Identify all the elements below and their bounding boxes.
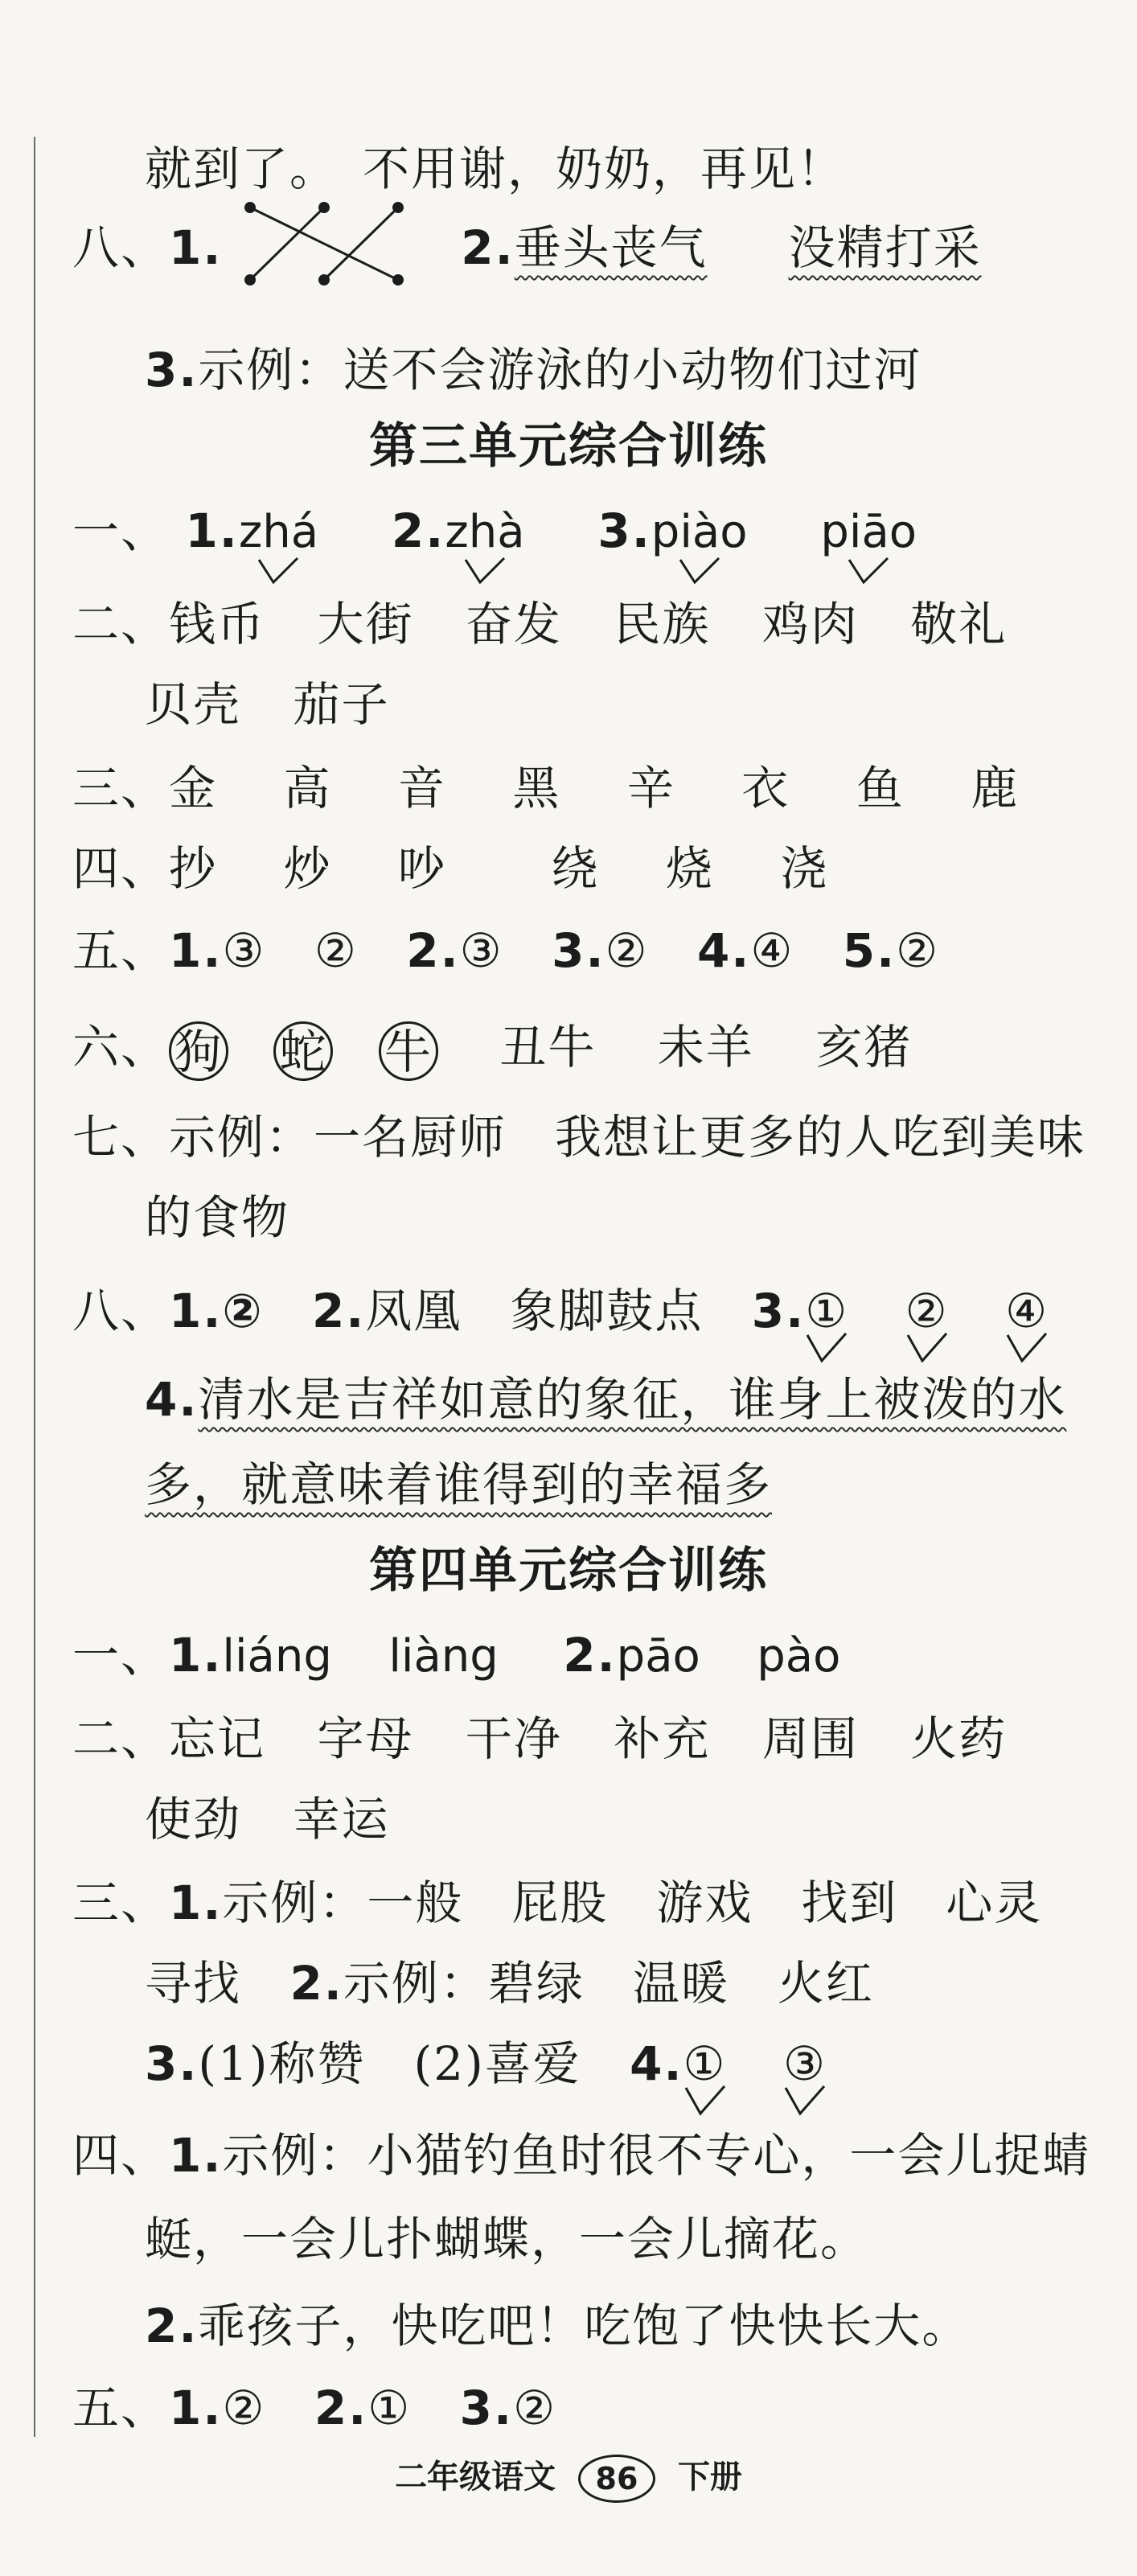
answer-line <box>145 137 845 201</box>
question-label: 一、 <box>72 1628 170 1682</box>
item-number: 4. <box>145 1372 199 1427</box>
answer-choice: ③ <box>222 923 266 978</box>
pinyin-answer: pāo <box>616 1630 700 1682</box>
question-label: 七、 <box>72 1110 170 1165</box>
answer-choice: ② <box>314 923 358 978</box>
answer-char: 浇 <box>780 841 829 896</box>
question-label: 二、 <box>72 597 170 651</box>
answer-word: 补充 <box>614 1711 711 1766</box>
checked-choice: ① <box>683 2032 727 2096</box>
item-number: 1. <box>169 1876 223 1930</box>
answer-char: 抄 <box>169 841 218 896</box>
pinyin-answer: liáng <box>222 1630 332 1682</box>
answer-text: 1.② <box>169 1284 264 1338</box>
answer-line <box>145 2294 970 2358</box>
page-footer <box>0 2445 1137 2509</box>
answer-text: 乖孩子，快吃吧！吃饱了快快长大。 <box>198 2299 971 2353</box>
matching-lines-diagram <box>244 199 404 288</box>
answer-word: 大街 <box>317 597 414 651</box>
book-subject: 二年级语文 <box>395 2459 556 2496</box>
check-mark-icon <box>1004 1332 1049 1364</box>
check-mark-icon <box>804 1332 849 1364</box>
item-number: 2. <box>391 503 445 558</box>
answer-char: 吵 <box>397 841 446 896</box>
answer-word: 亥猪 <box>815 1020 913 1074</box>
answer-line <box>72 1871 1042 1935</box>
answer-text: 示例：小猫钓鱼时很不专心，一会儿捉蜻 <box>222 2128 1091 2183</box>
answer-line <box>145 1185 289 1250</box>
answer-line <box>145 1367 1066 1432</box>
pinyin-answer: piāo <box>820 500 917 565</box>
question-label: 四、 <box>72 2128 170 2183</box>
answer-line <box>72 836 828 901</box>
page-number: 86 <box>578 2455 655 2503</box>
item-number: 1. <box>169 923 223 978</box>
answer-line <box>145 1951 874 2015</box>
item-number: 1. <box>169 2381 223 2435</box>
answer-word: 使劲 <box>145 1792 242 1847</box>
circled-answer: 狗 <box>169 1021 228 1081</box>
check-mark-icon <box>677 557 722 585</box>
answer-choice: ② <box>605 923 649 978</box>
answer-choice: ② <box>896 923 940 978</box>
answer-text: 多，就意味着谁得到的幸福多 <box>145 1457 773 1512</box>
item-number: 3. <box>145 2036 199 2091</box>
question-label: 八、 <box>72 1284 170 1338</box>
answer-choice: ② <box>222 2381 266 2435</box>
question-label: 六、 <box>72 1020 170 1074</box>
answer-text: 蜓，一会儿扑蝴蝶，一会儿摘花。 <box>145 2212 869 2266</box>
question-label: 三、 <box>72 1876 170 1930</box>
answer-char: 绕 <box>551 841 600 896</box>
book-volume: 下册 <box>677 2459 742 2496</box>
item-number: 3. <box>459 2381 514 2435</box>
item-number: 1. <box>169 2128 223 2183</box>
pinyin-answer: zhà <box>445 500 524 565</box>
answer-word: 丑牛 <box>499 1020 597 1074</box>
pinyin-answer: zhá <box>239 500 318 565</box>
answer-line <box>72 756 1019 820</box>
checked-choice: ③ <box>783 2032 827 2096</box>
answer-word: 茄子 <box>293 677 390 732</box>
answer-word: 干净 <box>465 1711 562 1766</box>
check-mark-icon <box>462 557 507 585</box>
item-number: 2. <box>406 923 460 978</box>
answer-text: 示例：送不会游泳的小动物们过河 <box>198 343 922 397</box>
answer-char: 烧 <box>665 841 714 896</box>
answer-text: 没精打采 <box>788 220 982 276</box>
check-mark-icon <box>683 2085 728 2117</box>
item-number: 2. <box>289 1956 343 2011</box>
answer-line <box>145 672 389 737</box>
answer-line <box>72 216 982 280</box>
question-label: 八、 <box>72 220 170 276</box>
item-number: 3. <box>552 923 605 978</box>
answer-line <box>72 1623 840 1687</box>
answer-line <box>72 2376 556 2440</box>
answer-char: 鹿 <box>971 761 1020 816</box>
answer-char: 衣 <box>741 761 790 816</box>
answer-char: 鱼 <box>856 761 905 816</box>
answer-line <box>145 338 922 402</box>
pinyin-answer: liàng <box>388 1630 499 1682</box>
question-label: 三、 <box>72 761 170 816</box>
answer-word: 贝壳 <box>145 677 242 732</box>
answer-line <box>72 1015 912 1079</box>
answer-line <box>145 1787 389 1851</box>
answer-choice: ③ <box>459 923 503 978</box>
answer-choice: ② <box>513 2381 557 2435</box>
question-label: 五、 <box>72 2381 170 2435</box>
checked-choice: ② <box>905 1279 949 1343</box>
item-number: 1. <box>169 1628 223 1682</box>
answer-line <box>72 918 939 983</box>
answer-text: 示例：碧绿 温暖 火红 <box>343 1956 874 2011</box>
answer-word: 未羊 <box>657 1020 754 1074</box>
checked-choice: ④ <box>1005 1279 1049 1343</box>
answer-line <box>72 1279 1049 1343</box>
answer-word: 钱币 <box>169 597 266 651</box>
item-number: 3. <box>751 1284 806 1338</box>
answer-char: 金 <box>169 761 218 816</box>
answer-char: 音 <box>397 761 446 816</box>
answer-char: 辛 <box>626 761 675 816</box>
answer-char: 黑 <box>512 761 561 816</box>
check-mark-icon <box>846 557 891 585</box>
item-number: 3. <box>145 343 199 397</box>
answer-word: 敬礼 <box>910 597 1008 651</box>
answer-text: 垂头丧气 <box>514 220 708 276</box>
answer-word: 火药 <box>910 1711 1008 1766</box>
item-number: 2. <box>563 1628 617 1682</box>
item-number: 4. <box>630 2036 683 2091</box>
checked-choice: ① <box>805 1279 848 1343</box>
section-title-unit4: 第四单元综合训练 <box>369 1543 768 1599</box>
answer-choice: ④ <box>750 923 794 978</box>
answer-word: 周围 <box>761 1711 859 1766</box>
answer-text: 寻找 <box>145 1956 242 2011</box>
answer-char: 炒 <box>283 841 332 896</box>
answer-word: 字母 <box>317 1711 414 1766</box>
answer-word: 民族 <box>614 597 711 651</box>
question-label: 五、 <box>72 923 170 978</box>
answer-text: 清水是吉祥如意的象征，谁身上被泼的水 <box>198 1372 1067 1427</box>
answer-choice: ① <box>367 2381 412 2435</box>
check-mark-icon <box>782 2085 827 2117</box>
answer-line <box>145 1452 772 1517</box>
answer-line <box>145 2032 827 2096</box>
answer-text: 的食物 <box>145 1190 290 1245</box>
item-number: 2. <box>314 2381 368 2435</box>
answer-text: 凤凰 象脚鼓点 <box>365 1284 704 1338</box>
circled-answer: 牛 <box>379 1021 438 1081</box>
answer-line <box>72 2123 1090 2188</box>
question-label: 一、 <box>72 503 170 558</box>
answer-line <box>72 1707 1007 1771</box>
item-number: 1. <box>185 503 239 558</box>
check-mark-icon <box>905 1332 950 1364</box>
pinyin-answer: piào <box>651 500 748 565</box>
answer-word: 忘记 <box>169 1711 266 1766</box>
question-label: 二、 <box>72 1711 170 1766</box>
item-number: 2. <box>145 2299 199 2353</box>
section-title-unit3: 第三单元综合训练 <box>369 418 768 475</box>
answer-char: 高 <box>283 761 332 816</box>
answer-text: 示例：一般 屁股 游戏 找到 心灵 <box>222 1876 1043 1930</box>
answer-word: 奋发 <box>465 597 562 651</box>
check-mark-icon <box>256 557 301 585</box>
answer-text: 示例：一名厨师 我想让更多的人吃到美味 <box>169 1110 1086 1165</box>
answer-word: 幸运 <box>293 1792 390 1847</box>
answer-text: 就到了。 不用谢，奶奶，再见！ <box>145 142 846 196</box>
item-number: 1. <box>169 220 223 276</box>
item-number: 5. <box>842 923 897 978</box>
answer-line <box>72 592 1007 656</box>
answer-text: (1)称赞 (2)喜爱 <box>198 2036 581 2091</box>
answer-line <box>72 1105 1086 1169</box>
item-number: 3. <box>597 503 651 558</box>
answer-line <box>145 2207 868 2271</box>
question-label: 四、 <box>72 841 170 896</box>
answer-word: 鸡肉 <box>761 597 859 651</box>
item-number: 2. <box>311 1284 366 1338</box>
pinyin-answer: pào <box>757 1630 841 1682</box>
item-number: 4. <box>696 923 751 978</box>
item-number: 2. <box>461 220 515 276</box>
circled-answer: 蛇 <box>273 1021 333 1081</box>
answer-line <box>72 499 917 563</box>
